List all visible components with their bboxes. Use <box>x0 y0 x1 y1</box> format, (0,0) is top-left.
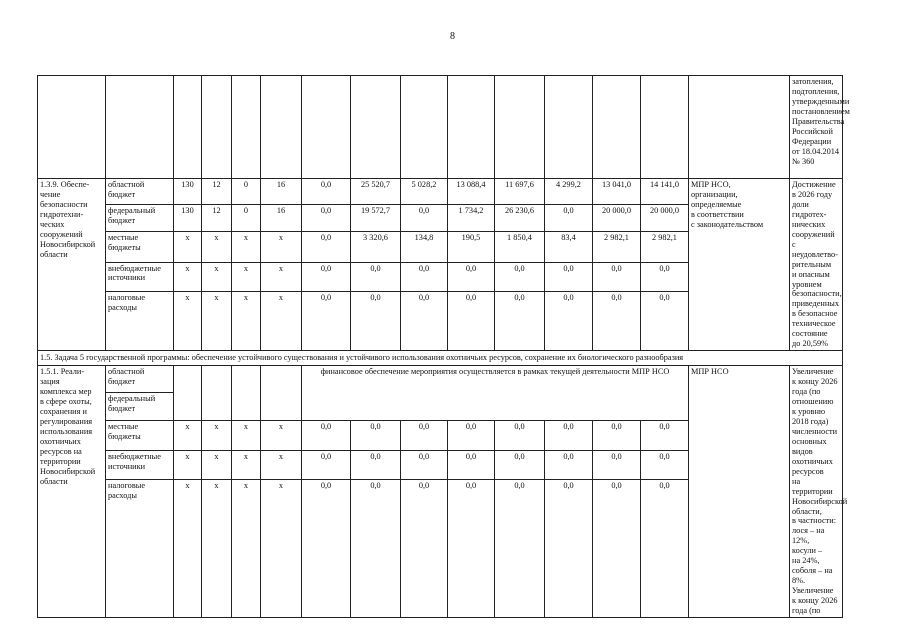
value-cell: х <box>261 451 302 479</box>
empty-cell <box>202 366 232 421</box>
executor-cell: МПР НСО, организации, определяемые в соответствии с законодательством <box>689 179 790 351</box>
value-cell: 0,0 <box>448 262 495 292</box>
value-cell: 134,8 <box>401 231 448 262</box>
value-cell: х <box>202 451 232 479</box>
empty-cell <box>38 76 106 179</box>
value-cell: х <box>232 451 261 479</box>
empty-cell <box>545 76 593 179</box>
value-cell: 0,0 <box>495 292 545 351</box>
value-cell: х <box>261 479 302 617</box>
value-cell: 19 572,7 <box>351 205 401 231</box>
value-cell: х <box>202 292 232 351</box>
value-cell: 0,0 <box>545 451 593 479</box>
value-cell: 0,0 <box>351 479 401 617</box>
value-cell: 0,0 <box>593 421 641 451</box>
value-cell: 0,0 <box>448 421 495 451</box>
value-cell: х <box>202 479 232 617</box>
value-cell: 0,0 <box>302 179 351 205</box>
value-cell: 0,0 <box>641 292 689 351</box>
empty-cell <box>232 366 261 421</box>
value-cell: 2 982,1 <box>641 231 689 262</box>
value-cell: 0,0 <box>545 205 593 231</box>
value-cell: 12 <box>202 205 232 231</box>
funding-source-cell: налоговые расходы <box>106 479 174 617</box>
value-cell: х <box>232 231 261 262</box>
funding-source-cell: внебюджетные источники <box>106 451 174 479</box>
value-cell: 0,0 <box>448 479 495 617</box>
value-cell: х <box>202 262 232 292</box>
value-cell: 0,0 <box>641 262 689 292</box>
empty-cell <box>261 366 302 421</box>
value-cell: х <box>174 262 202 292</box>
table-row <box>38 366 843 393</box>
value-cell: 0,0 <box>593 451 641 479</box>
value-cell: 0,0 <box>302 262 351 292</box>
value-cell: 3 320,6 <box>351 231 401 262</box>
empty-cell <box>495 76 545 179</box>
funding-source-cell: федеральный бюджет <box>106 393 174 421</box>
value-cell: 0,0 <box>401 421 448 451</box>
value-cell: 0,0 <box>401 262 448 292</box>
value-cell: 83,4 <box>545 231 593 262</box>
value-cell: 20 000,0 <box>641 205 689 231</box>
value-cell: х <box>232 479 261 617</box>
value-cell: 0,0 <box>401 292 448 351</box>
value-cell: х <box>174 479 202 617</box>
funding-source-cell: внебюджетные источники <box>106 262 174 292</box>
value-cell: 0,0 <box>302 479 351 617</box>
value-cell: х <box>261 292 302 351</box>
result-cell: затопления, подтопления, утвержденными постановлением Правительства Российской Федерации от 18.04.2014 № 360 <box>790 76 843 179</box>
section-heading: 1.5. Задача 5 государственной программы: обеспечение устойчивого существования и устойчивого использования охотничьих ресурсов, сохранение их биологического разнообразия <box>38 351 843 366</box>
table-row <box>38 179 843 205</box>
value-cell: х <box>202 421 232 451</box>
value-cell: 0,0 <box>495 421 545 451</box>
value-cell: 0,0 <box>351 451 401 479</box>
value-cell: 25 520,7 <box>351 179 401 205</box>
value-cell: 5 028,2 <box>401 179 448 205</box>
value-cell: 13 088,4 <box>448 179 495 205</box>
value-cell: 0,0 <box>641 451 689 479</box>
measure-name-cell: 1.5.1. Реали- зация комплекса мер в сфере охоты, сохранения и регулирования использования охотничьих ресурсов на территории Новосибирской области <box>38 366 106 618</box>
table-row <box>38 76 843 179</box>
value-cell: 0 <box>232 179 261 205</box>
empty-cell <box>641 76 689 179</box>
empty-cell <box>232 76 261 179</box>
value-cell: 11 697,6 <box>495 179 545 205</box>
value-cell: 0,0 <box>545 479 593 617</box>
executor-cell: МПР НСО <box>689 366 790 618</box>
value-cell: х <box>261 231 302 262</box>
funding-source-cell: налоговые расходы <box>106 292 174 351</box>
value-cell: х <box>232 421 261 451</box>
value-cell: 0,0 <box>448 292 495 351</box>
funding-source-cell: областной бюджет <box>106 366 174 393</box>
value-cell: 1 734,2 <box>448 205 495 231</box>
value-cell: 130 <box>174 205 202 231</box>
value-cell: 0,0 <box>641 479 689 617</box>
value-cell: х <box>174 292 202 351</box>
value-cell: х <box>174 231 202 262</box>
value-cell: 0,0 <box>495 479 545 617</box>
table-row <box>38 351 843 366</box>
empty-cell <box>261 76 302 179</box>
value-cell: 0,0 <box>545 292 593 351</box>
value-cell: х <box>174 421 202 451</box>
empty-cell <box>593 76 641 179</box>
value-cell: 0,0 <box>545 421 593 451</box>
value-cell: 0,0 <box>351 262 401 292</box>
result-cell: Увеличение к концу 2026 года (по отношению к уровню 2018 года) численности основных видов охотничьих ресурсов на территории Новосибирской области, в частности: лося – на 12%, косули – на 24%, соболя – на 8%. Увеличение к концу 2026 года (по <box>790 366 843 618</box>
program-table <box>37 75 850 618</box>
value-cell: 0,0 <box>401 451 448 479</box>
result-cell: Достижение в 2026 году доли гидротех- нических сооружений с неудовлетво- рительным и опасным уровнем безопасности, приведенных в безопасное техническое состояние до 20,59% <box>790 179 843 351</box>
value-cell: 16 <box>261 179 302 205</box>
value-cell: 2 982,1 <box>593 231 641 262</box>
value-cell: 12 <box>202 179 232 205</box>
empty-cell <box>174 366 202 421</box>
measure-name-cell: 1.3.9. Обеспе- чение безопасности гидротехни- ческих сооружений Новосибирской области <box>38 179 106 351</box>
empty-cell <box>174 76 202 179</box>
value-cell: 0,0 <box>495 262 545 292</box>
value-cell: 0,0 <box>593 262 641 292</box>
value-cell: х <box>261 421 302 451</box>
funding-source-cell: местные бюджеты <box>106 231 174 262</box>
value-cell: 0,0 <box>302 205 351 231</box>
value-cell: 190,5 <box>448 231 495 262</box>
financing-note-cell: финансовое обеспечение мероприятия осуществляется в рамках текущей деятельности МПР НСО <box>302 366 689 421</box>
value-cell: 0,0 <box>351 292 401 351</box>
value-cell: 0,0 <box>641 421 689 451</box>
value-cell: 0,0 <box>302 231 351 262</box>
value-cell: 0,0 <box>495 451 545 479</box>
value-cell: 14 141,0 <box>641 179 689 205</box>
value-cell: 130 <box>174 179 202 205</box>
empty-cell <box>202 76 232 179</box>
value-cell: х <box>261 262 302 292</box>
value-cell: 0,0 <box>351 421 401 451</box>
value-cell: 1 850,4 <box>495 231 545 262</box>
value-cell: 0,0 <box>302 292 351 351</box>
funding-source-cell: местные бюджеты <box>106 421 174 451</box>
value-cell: 0,0 <box>302 421 351 451</box>
value-cell: 20 000,0 <box>593 205 641 231</box>
empty-cell <box>302 76 351 179</box>
value-cell: 13 041,0 <box>593 179 641 205</box>
value-cell: 0,0 <box>545 262 593 292</box>
value-cell: 0,0 <box>593 292 641 351</box>
value-cell: 16 <box>261 205 302 231</box>
value-cell: 26 230,6 <box>495 205 545 231</box>
value-cell: 0,0 <box>593 479 641 617</box>
value-cell: х <box>202 231 232 262</box>
value-cell: х <box>232 292 261 351</box>
value-cell: х <box>174 451 202 479</box>
value-cell: 0,0 <box>401 205 448 231</box>
empty-cell <box>401 76 448 179</box>
value-cell: 0,0 <box>401 479 448 617</box>
empty-cell <box>689 76 790 179</box>
value-cell: 0,0 <box>448 451 495 479</box>
funding-source-cell: федеральный бюджет <box>106 205 174 231</box>
value-cell: 4 299,2 <box>545 179 593 205</box>
value-cell: 0,0 <box>302 451 351 479</box>
page-number: 8 <box>450 31 455 42</box>
empty-cell <box>106 76 174 179</box>
funding-source-cell: областной бюджет <box>106 179 174 205</box>
empty-cell <box>351 76 401 179</box>
value-cell: 0 <box>232 205 261 231</box>
value-cell: х <box>232 262 261 292</box>
empty-cell <box>448 76 495 179</box>
